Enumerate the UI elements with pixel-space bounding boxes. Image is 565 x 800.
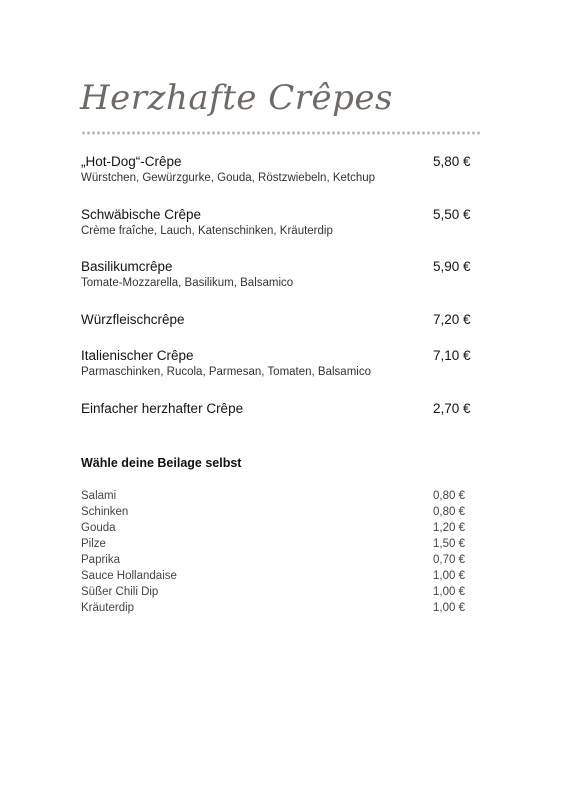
side-item	[81, 538, 476, 554]
side-name: Salami	[81, 490, 117, 502]
sides-heading: Wähle deine Beilage selbst	[81, 456, 242, 470]
side-name: Süßer Chili Dip	[81, 586, 159, 598]
dish-description: Tomate-Mozzarella, Basilikum, Balsamico	[81, 277, 294, 289]
side-name: Kräuterdip	[81, 602, 135, 614]
side-price: 1,00 €	[433, 570, 465, 582]
side-name: Pilze	[81, 538, 106, 550]
side-name: Gouda	[81, 522, 116, 534]
side-price: 1,00 €	[433, 586, 465, 598]
dish-item	[81, 207, 476, 237]
dish-name: Würzfleischcrêpe	[81, 312, 185, 327]
dish-price: 7,20 €	[433, 312, 471, 327]
dish-price: 5,80 €	[433, 154, 471, 169]
dish-item	[81, 401, 476, 419]
dish-price: 2,70 €	[433, 401, 471, 416]
dish-item	[81, 312, 476, 330]
side-item	[81, 490, 476, 506]
dish-name: Italienischer Crêpe	[81, 348, 194, 363]
side-item	[81, 506, 476, 522]
side-price: 1,00 €	[433, 602, 465, 614]
dish-price: 5,50 €	[433, 207, 471, 222]
dish-item	[81, 348, 476, 378]
dotted-divider	[81, 131, 482, 135]
side-item	[81, 570, 476, 586]
dish-description: Würstchen, Gewürzgurke, Gouda, Röstzwiebeln, Ketchup	[81, 172, 376, 184]
side-price: 0,80 €	[433, 506, 465, 518]
dish-price: 7,10 €	[433, 348, 471, 363]
side-name: Schinken	[81, 506, 129, 518]
dish-description: Parmaschinken, Rucola, Parmesan, Tomaten, Balsamico	[81, 366, 371, 378]
side-item	[81, 554, 476, 570]
side-item	[81, 586, 476, 602]
side-name: Paprika	[81, 554, 120, 566]
dish-name: Einfacher herzhafter Crêpe	[81, 401, 244, 416]
dish-item	[81, 259, 476, 289]
sides-list	[81, 490, 476, 618]
dish-name: „Hot-Dog“-Crêpe	[81, 154, 182, 169]
menu-title: Herzhafte Crêpes	[80, 78, 394, 118]
side-price: 1,50 €	[433, 538, 465, 550]
side-price: 0,80 €	[433, 490, 465, 502]
dish-description: Crème fraîche, Lauch, Katenschinken, Kräuterdip	[81, 225, 333, 237]
side-price: 1,20 €	[433, 522, 465, 534]
side-item	[81, 522, 476, 538]
side-price: 0,70 €	[433, 554, 465, 566]
dish-name: Schwäbische Crêpe	[81, 207, 202, 222]
side-item	[81, 602, 476, 618]
dish-price: 5,90 €	[433, 259, 471, 274]
side-name: Sauce Hollandaise	[81, 570, 177, 582]
dish-name: Basilikumcrêpe	[81, 259, 173, 274]
dish-item	[81, 154, 476, 184]
